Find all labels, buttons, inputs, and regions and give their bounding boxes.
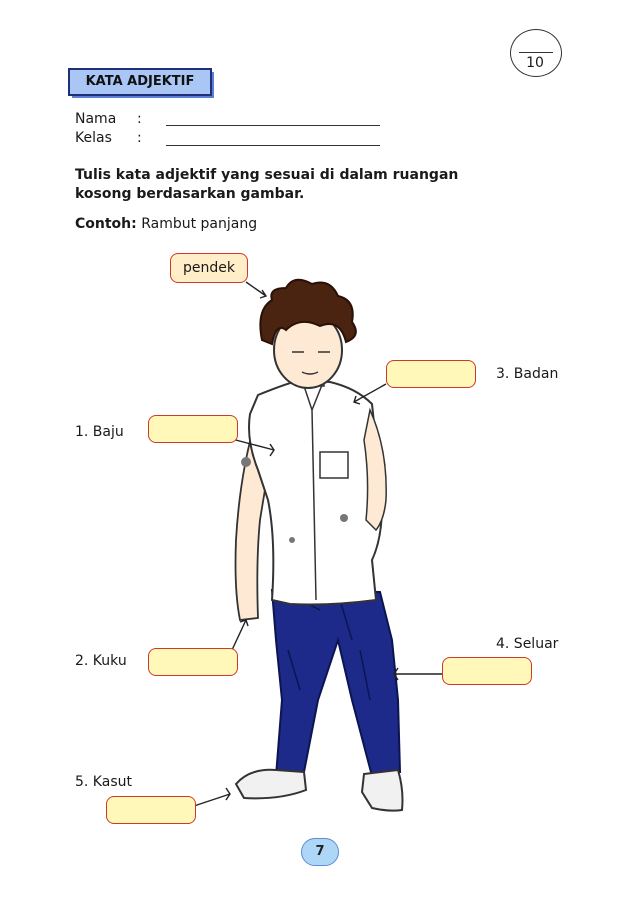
example-prefix: Contoh: (75, 216, 137, 232)
item-label-baju: 1. Baju (75, 424, 124, 440)
example-answer-box: pendek (170, 253, 248, 283)
score-total: 10 (526, 55, 544, 71)
example-text: Rambut panjang (141, 216, 258, 232)
answer-box-badan[interactable] (386, 360, 476, 388)
answer-box-seluar[interactable] (442, 657, 532, 685)
arrow-body (354, 384, 386, 404)
item-label-kuku: 2. Kuku (75, 653, 127, 669)
answer-box-baju[interactable] (148, 415, 238, 443)
answer-box-kuku[interactable] (148, 648, 238, 676)
arrow-shoes (194, 788, 230, 806)
item-label-kasut: 5. Kasut (75, 774, 132, 790)
item-label-seluar: 4. Seluar (496, 636, 559, 652)
answer-box-kasut[interactable] (106, 796, 196, 824)
arrow-nails (232, 620, 248, 650)
item-label-badan: 3. Badan (496, 366, 559, 382)
worksheet-title: KATA ADJEKTIF (68, 68, 212, 96)
class-label: Kelas (75, 130, 112, 146)
class-colon: : (137, 130, 142, 146)
arrow-hair (246, 282, 266, 298)
arrow-pants (394, 668, 442, 680)
instruction-text: Tulis kata adjektif yang sesuai di dalam ruangan kosong berdasarkan gambar. (75, 167, 459, 202)
name-label: Nama (75, 111, 117, 127)
name-colon: : (137, 111, 142, 127)
page-number: 7 (301, 838, 339, 866)
